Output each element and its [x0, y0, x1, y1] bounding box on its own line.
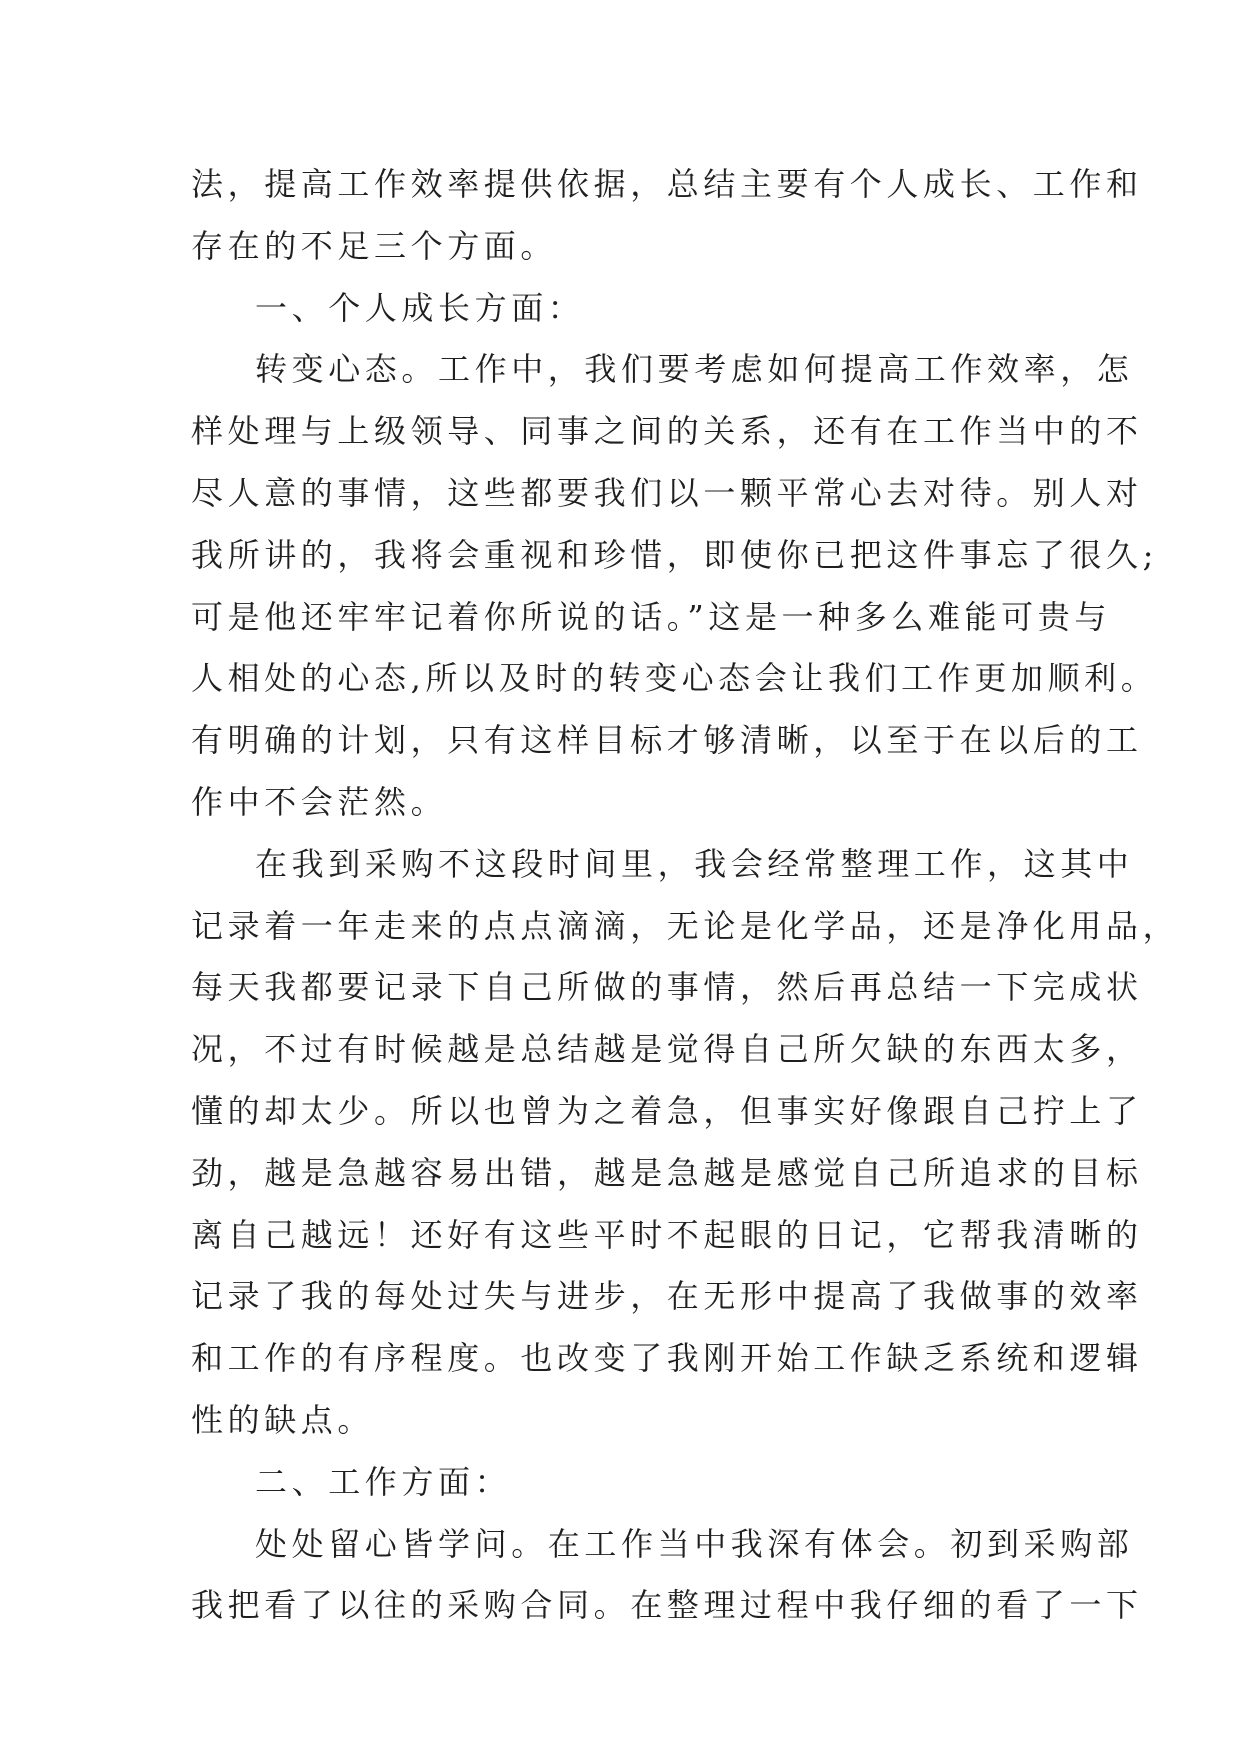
text-line: 和工作的有序程度。也改变了我刚开始工作缺乏系统和逻辑: [191, 1339, 1143, 1378]
document-body: [191, 154, 1180, 1637]
text-line: 可是他还牢牢记着你所说的话。”这是一种多么难能可贵与: [191, 597, 1111, 636]
section-heading: 一、个人成长方面：: [255, 288, 585, 327]
text-line: 在我到采购不这段时间里，我会经常整理工作，这其中: [255, 844, 1134, 883]
text-line: 有明确的计划，只有这样目标才够清晰，以至于在以后的工: [191, 721, 1143, 760]
text-line: 存在的不足三个方面。: [191, 226, 558, 265]
text-line: 人相处的心态,所以及时的转变心态会让我们工作更加顺利。: [191, 659, 1158, 698]
section-heading: 二、工作方面：: [255, 1462, 512, 1501]
text-line: 记录了我的每处过失与进步，在无形中提高了我做事的效率: [191, 1277, 1143, 1316]
text-line: 懂的却太少。所以也曾为之着急，但事实好像跟自己拧上了: [191, 1091, 1143, 1130]
text-line: 劲，越是急越容易出错，越是急越是感觉自己所追求的目标: [191, 1153, 1143, 1192]
text-line: 法，提高工作效率提供依据，总结主要有个人成长、工作和: [191, 165, 1143, 203]
text-line: 处处留心皆学问。在工作当中我深有体会。初到采购部: [255, 1524, 1134, 1563]
text-line: 样处理与上级领导、同事之间的关系，还有在工作当中的不: [191, 412, 1143, 451]
text-line: 转变心态。工作中，我们要考虑如何提高工作效率，怎: [255, 350, 1134, 389]
text-line: 况，不过有时候越是总结越是觉得自己所欠缺的东西太多，: [191, 1030, 1143, 1069]
text-line: 每天我都要记录下自己所做的事情，然后再总结一下完成状: [191, 968, 1143, 1007]
text-line: 记录着一年走来的点点滴滴，无论是化学品，还是净化用品，: [191, 906, 1180, 945]
text-line: 作中不会茫然。: [191, 782, 448, 821]
text-line: 尽人意的事情，这些都要我们以一颗平常心去对待。别人对: [191, 473, 1143, 512]
text-line: 我把看了以往的采购合同。在整理过程中我仔细的看了一下: [191, 1586, 1143, 1625]
text-line: 我所讲的，我将会重视和珍惜，即使你已把这件事忘了很久;: [191, 535, 1158, 574]
text-line: 性的缺点。: [191, 1400, 375, 1439]
text-line: 离自己越远！还好有这些平时不起眼的日记，它帮我清晰的: [191, 1215, 1143, 1254]
